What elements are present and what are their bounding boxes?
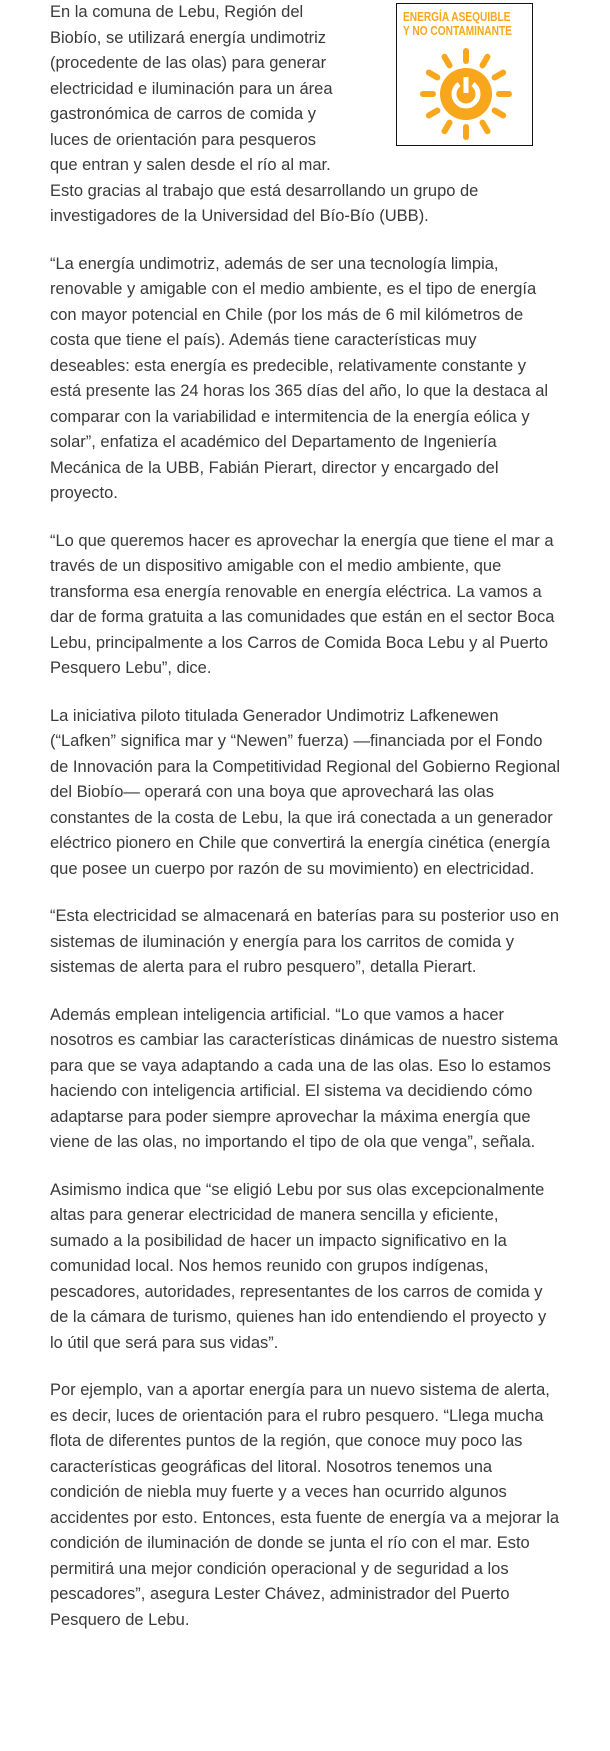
article-paragraph-7: Asimismo indica que “se eligió Lebu por sus olas excepcionalmente altas para generar electricidad de manera sencilla y eficiente, sumado a la posibilidad de hacer un impacto significativo en la comunidad local. Nos hemos reunido con grupos indígenas, pescadores, autoridades, representantes de los carros de comida y de la cámara de turismo, quienes han ido entendiendo el proyecto y lo útil que será para sus vidas”. (50, 1180, 547, 1352)
article-paragraph-6: Además emplean inteligencia artificial. “Lo que vamos a hacer nosotros es cambiar las características dinámicas de nuestro sistema para que se vaya adaptando a cada una de las olas. Eso lo estamos haciendo con inteligencia artificial. El sistema va decidiendo cómo adaptarse para poder siempre aprovechar la máxima energía que viene de las olas, no importando el tipo de ola que venga”, señala. (50, 1005, 559, 1151)
article-paragraph-8: Por ejemplo, van a aportar energía para un nuevo sistema de alerta, es decir, luces de orientación para el rubro pesquero. “Llega mucha flota de diferentes puntos de la región, que conoce muy poco las características geográficas del litoral. Nosotros tenemos una condición de niebla muy fuerte y a veces han ocurrido algunos accidentes por esto. Entonces, esta fuente de energía va a mejorar la condición de iluminación de donde se junta el río con el mar. Esto permitirá una mejor condición operacional y de seguridad a los pescadores”, asegura Lester Chávez, administrador del Puerto Pesquero de Lebu. (50, 1381, 560, 1629)
article-paragraph-4: La iniciativa piloto titulada Generador Undimotriz Lafkenewen (“Lafken” significa mar y “Newen” fuerza) —financiada por el Fondo de Innovación para la Competitividad Regional del Gobierno Regional del Biobío— operará con una boya que aprovechará las olas constantes de la costa de Lebu, la que irá conectada a un generador eléctrico pionero en Chile que convertirá la energía cinética (energía que posee un cuerpo por razón de su movimiento) en electricidad. (50, 706, 560, 878)
article-paragraph-5: “Esta electricidad se almacenará en baterías para su posterior uso en sistemas de iluminación y energía para los carritos de comida y sistemas de alerta para el rubro pesquero”, detalla Pierart. (50, 907, 560, 976)
sdg7-badge (396, 3, 533, 146)
sdg7-badge-title-line1: ENERGÍA ASEQUIBLE (403, 9, 511, 24)
article-paragraph-1: En la comuna de Lebu, Región del Biobío, se utilizará energía undimotriz (procedente de las olas) para generar electricidad e iluminación para un área gastronómica de carros de comida y luces de orientación para pesqueros que entran y salen desde el río al mar. Esto gracias al trabajo que está desarrollando un grupo de investigadores de la Universidad del Bío-Bío (UBB). (50, 3, 479, 225)
sdg7-badge-title (403, 9, 512, 38)
sdg7-badge-title-line2: Y NO CONTAMINANTE (403, 23, 512, 38)
sun-power-icon (411, 48, 521, 140)
article-paragraph-3: “Lo que queremos hacer es aprovechar la energía que tiene el mar a través de un dispositivo amigable con el medio ambiente, que transforma esa energía renovable en energía eléctrica. La vamos a dar de forma gratuita a las comunidades que están en el sector Boca Lebu, principalmente a los Carros de Comida Boca Lebu y al Puerto Pesquero Lebu”, dice. (50, 531, 555, 677)
article-paragraph-2: “La energía undimotriz, además de ser una tecnología limpia, renovable y amigable con el medio ambiente, es el tipo de energía con mayor potencial en Chile (por los más de 6 mil kilómetros de costa que tiene el país). Además tiene características muy deseables: esta energía es predecible, relativamente constante y está presente las 24 horas los 365 días del año, lo que la destaca al comparar con la variabilidad e intermitencia de la energía eólica y solar”, enfatiza el académico del Departamento de Ingeniería Mecánica de la UBB, Fabián Pierart, director y encargado del proyecto. (50, 254, 549, 502)
